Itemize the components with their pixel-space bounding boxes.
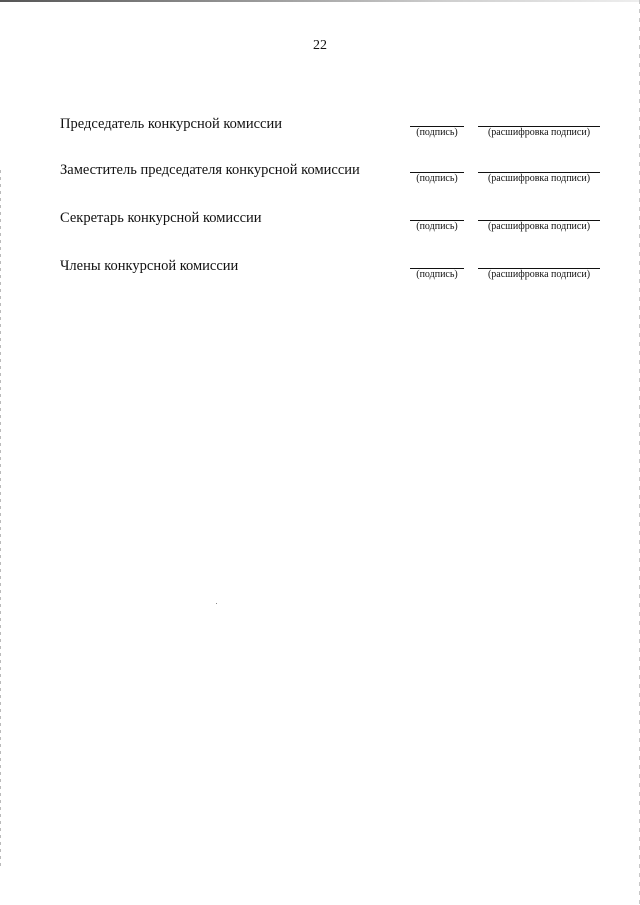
signature-caption: (подпись) xyxy=(416,173,458,184)
role-title: Члены конкурсной комиссии xyxy=(60,258,239,274)
signature-row-members xyxy=(0,258,640,302)
signature-row-chairman xyxy=(0,116,640,160)
role-title: Заместитель председателя конкурсной комиссии xyxy=(60,162,360,178)
signature-row-deputy-chairman xyxy=(0,162,640,206)
signature-row-secretary xyxy=(0,210,640,254)
page-number: 22 xyxy=(313,38,327,53)
signature-caption: (подпись) xyxy=(416,127,458,138)
signature-caption: (подпись) xyxy=(416,221,458,232)
decode-caption: (расшифровка подписи) xyxy=(487,221,591,232)
decode-caption: (расшифровка подписи) xyxy=(487,173,591,184)
scan-edge-top xyxy=(0,0,640,2)
scan-speck xyxy=(216,603,217,604)
decode-caption: (расшифровка подписи) xyxy=(487,269,591,280)
role-title: Секретарь конкурсной комиссии xyxy=(60,210,262,226)
role-title: Председатель конкурсной комиссии xyxy=(60,116,282,132)
signature-caption: (подпись) xyxy=(416,269,458,280)
decode-caption: (расшифровка подписи) xyxy=(487,127,591,138)
